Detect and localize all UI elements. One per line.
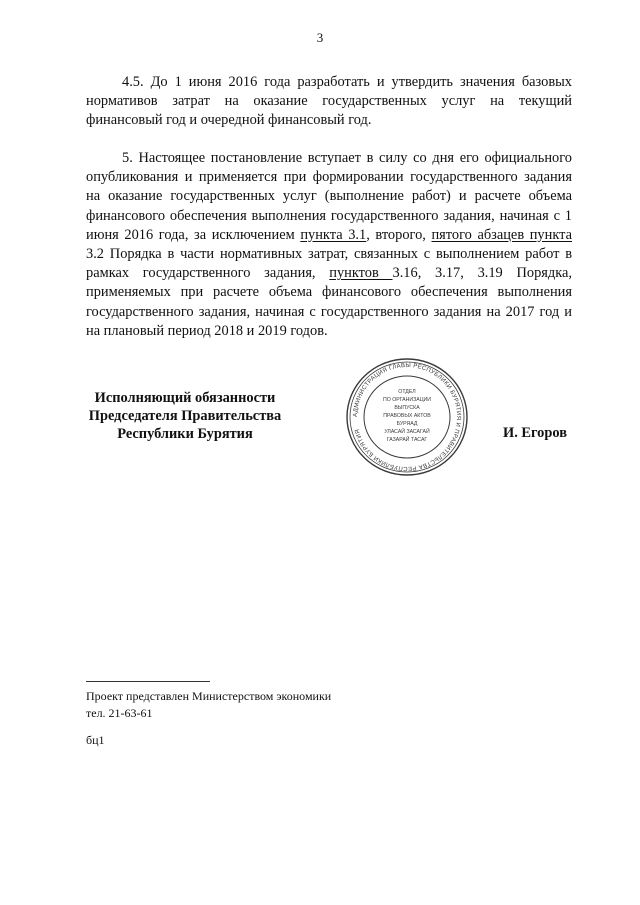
- link-fifth-paragraphs[interactable]: пятого абзацев пункта: [431, 226, 572, 243]
- link-points[interactable]: пунктов: [329, 265, 393, 282]
- footnote-project-source: Проект представлен Министерством экономики: [86, 689, 332, 703]
- paragraph-5-part4: 3.16, 3.17, 3.19 Порядка, применяемых при расчете объема финансового обеспечения выполнения государственного задания, начиная с государственного задания на 2017 год и на плановый период 2018 и 2019 годов.: [86, 265, 572, 339]
- paragraph-5: [86, 149, 572, 341]
- seal-line-2: ПО ОРГАНИЗАЦИИ: [383, 397, 431, 403]
- paragraph-5-part2: , второго,: [366, 226, 432, 243]
- signatory-title-line1: Исполняющий обязанности: [94, 390, 276, 406]
- footnote-divider: [86, 681, 210, 682]
- seal-line-1: ОТДЕЛ: [398, 389, 416, 395]
- link-point-3-1[interactable]: пункта 3.1: [300, 226, 367, 243]
- paragraph-4-5-text: 4.5. До 1 июня 2016 года разработать и утвердить значения базовых нормативов затрат на оказание государственных услуг на текущий финансовый год и очередной финансовый год.: [86, 74, 572, 129]
- paragraph-5-part3: 3.2 Порядка в части нормативных затрат, связанных с выполнением работ в рамках государственного задания,: [86, 246, 572, 282]
- paragraph-5-part1: 5. Настоящее постановление вступает в силу со дня его официального опубликования и применяется при формировании государственного задания на оказание государственных услуг (выполнение работ) и расчете объема финансового обеспечения выполнения государственного задания, начиная с 1 июня 2016 года, за исключением: [86, 150, 572, 243]
- seal-line-6: УЛАСАЙ ЗАСАГАЙ: [384, 429, 430, 435]
- signatory-name: И. Егоров: [503, 425, 567, 441]
- seal-line-3: ВЫПУСКА: [394, 405, 420, 411]
- signatory-title-line3: Республики Бурятия: [117, 426, 253, 442]
- signatory-title-line2: Председателя Правительства: [88, 408, 282, 424]
- seal-line-5: БУРЯАД: [396, 421, 418, 427]
- seal-outer-text: АДМИНИСТРАЦИЯ ГЛАВЫ РЕСПУБЛИКИ БУРЯТИЯ И ПРАВИТЕЛЬСТВА РЕСПУБЛИКИ БУРЯТИЯ: [352, 362, 462, 472]
- paragraph-4-5: [86, 73, 572, 131]
- seal-line-4: ПРАВОВЫХ АКТОВ: [383, 413, 431, 419]
- footnote-code: бц1: [86, 733, 105, 747]
- seal-line-7: ГАЗАРАЙ ТАСАГ: [386, 437, 428, 443]
- page-number: 3: [316, 30, 324, 45]
- footnote-phone: тел. 21-63-61: [86, 706, 153, 720]
- signatory-title: [80, 389, 290, 443]
- official-seal: [344, 356, 470, 478]
